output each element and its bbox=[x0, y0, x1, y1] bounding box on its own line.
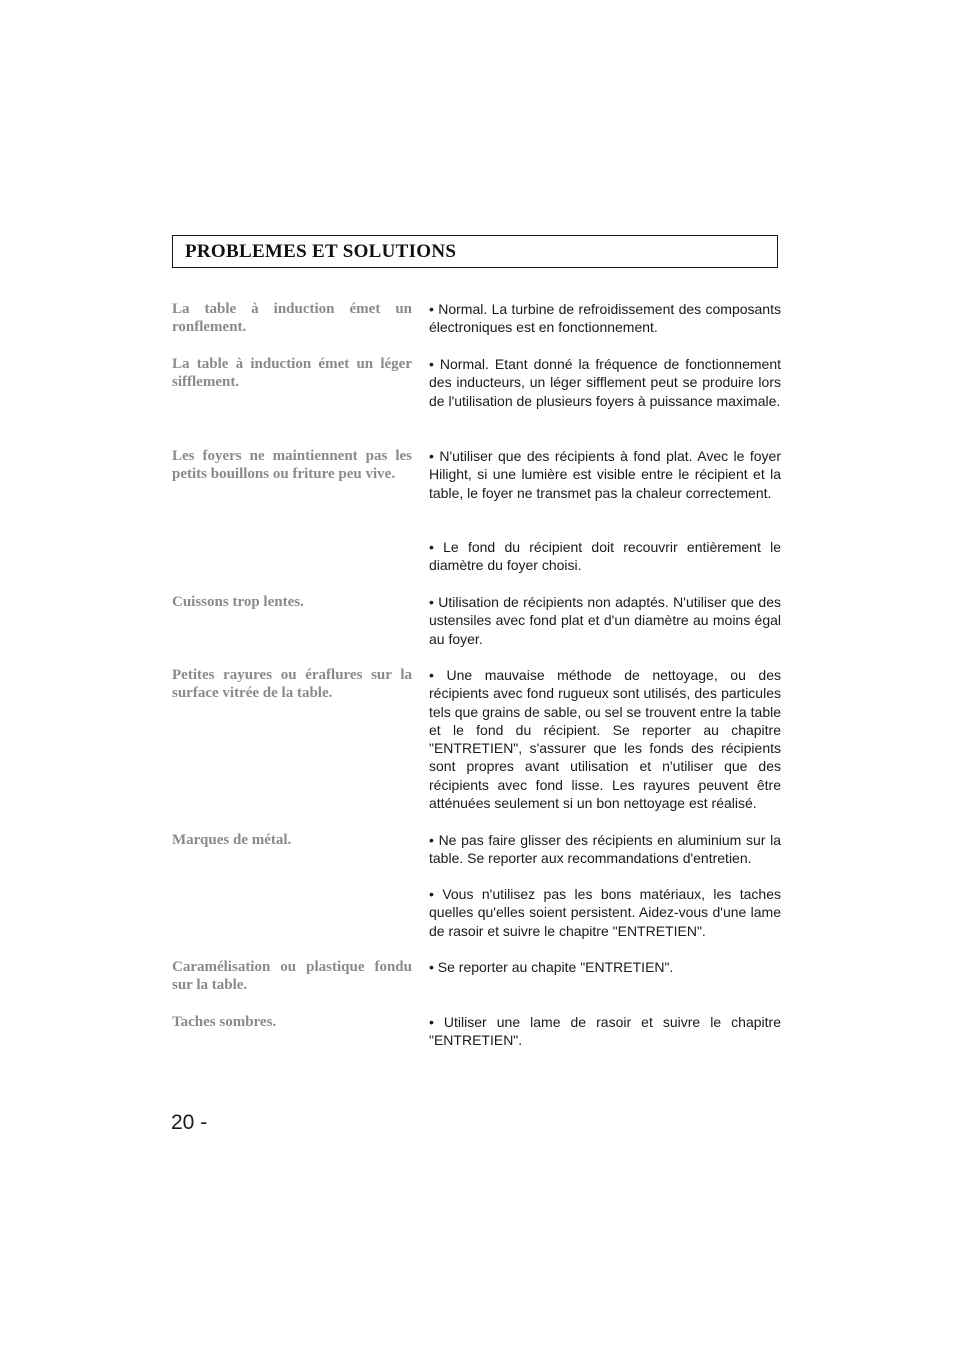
solution-4: • Utilisation de récipients non adaptés. N'utiliser que des ustensiles avec fond plat et d'un diamètre au moins égal au foyer. bbox=[429, 594, 781, 647]
problem-2: La table à induction émet un léger sifflement. bbox=[172, 356, 412, 391]
problem-3: Les foyers ne maintiennent pas les petits bouillons ou friture peu vive. bbox=[172, 448, 412, 483]
solution-7: • Se reporter au chapite "ENTRETIEN". bbox=[429, 959, 674, 975]
problem-6: Marques de métal. bbox=[172, 832, 292, 848]
section-title-box bbox=[172, 235, 778, 268]
section-title: PROBLEMES ET SOLUTIONS bbox=[185, 241, 457, 262]
problem-7: Caramélisation ou plastique fondu sur la table. bbox=[172, 959, 412, 994]
problem-4: Cuissons trop lentes. bbox=[172, 594, 304, 610]
solution-3b: • Le fond du récipient doit recouvrir entièrement le diamètre du foyer choisi. bbox=[429, 539, 781, 574]
solution-2: • Normal. Etant donné la fréquence de fonctionnement des inducteurs, un léger sifflement peut se produire lors de l'utilisation de plusieurs foyers à puissance maximale. bbox=[429, 356, 781, 409]
solution-5: • Une mauvaise méthode de nettoyage, ou des récipients avec fond rugueux sont utilisés, des particules tels que grains de sable, ou sel se trouvent entre la table et le fond du récipient. Se reporter au chapitre "ENTRETIEN", s'assurer que les fonds des récipients sont propres avant utilisation et n'utiliser que des récipients avec fond lisse. Les rayures peuvent être atténuées seulement si un bon nettoyage est réalisé. bbox=[429, 667, 781, 812]
solution-3: • N'utiliser que des récipients à fond plat. Avec le foyer Hilight, si une lumière est visible entre le récipient et la table, le foyer ne transmet pas la chaleur correctement. bbox=[429, 448, 781, 501]
problem-1: La table à induction émet un ronflement. bbox=[172, 301, 412, 336]
solution-1: • Normal. La turbine de refroidissement des composants électroniques est en fonctionnement. bbox=[429, 301, 781, 336]
problem-5: Petites rayures ou éraflures sur la surface vitrée de la table. bbox=[172, 667, 412, 702]
problem-8: Taches sombres. bbox=[172, 1014, 277, 1030]
solution-6: • Ne pas faire glisser des récipients en aluminium sur la table. Se reporter aux recommandations d'entretien. bbox=[429, 832, 781, 867]
solution-8: • Utiliser une lame de rasoir et suivre le chapitre "ENTRETIEN". bbox=[429, 1014, 781, 1049]
page-number: 20 - bbox=[171, 1111, 208, 1134]
solution-6b: • Vous n'utilisez pas les bons matériaux, les taches quelles qu'elles soient persistent. Aidez-vous d'une lame de rasoir et suivre le chapitre "ENTRETIEN". bbox=[429, 886, 781, 939]
